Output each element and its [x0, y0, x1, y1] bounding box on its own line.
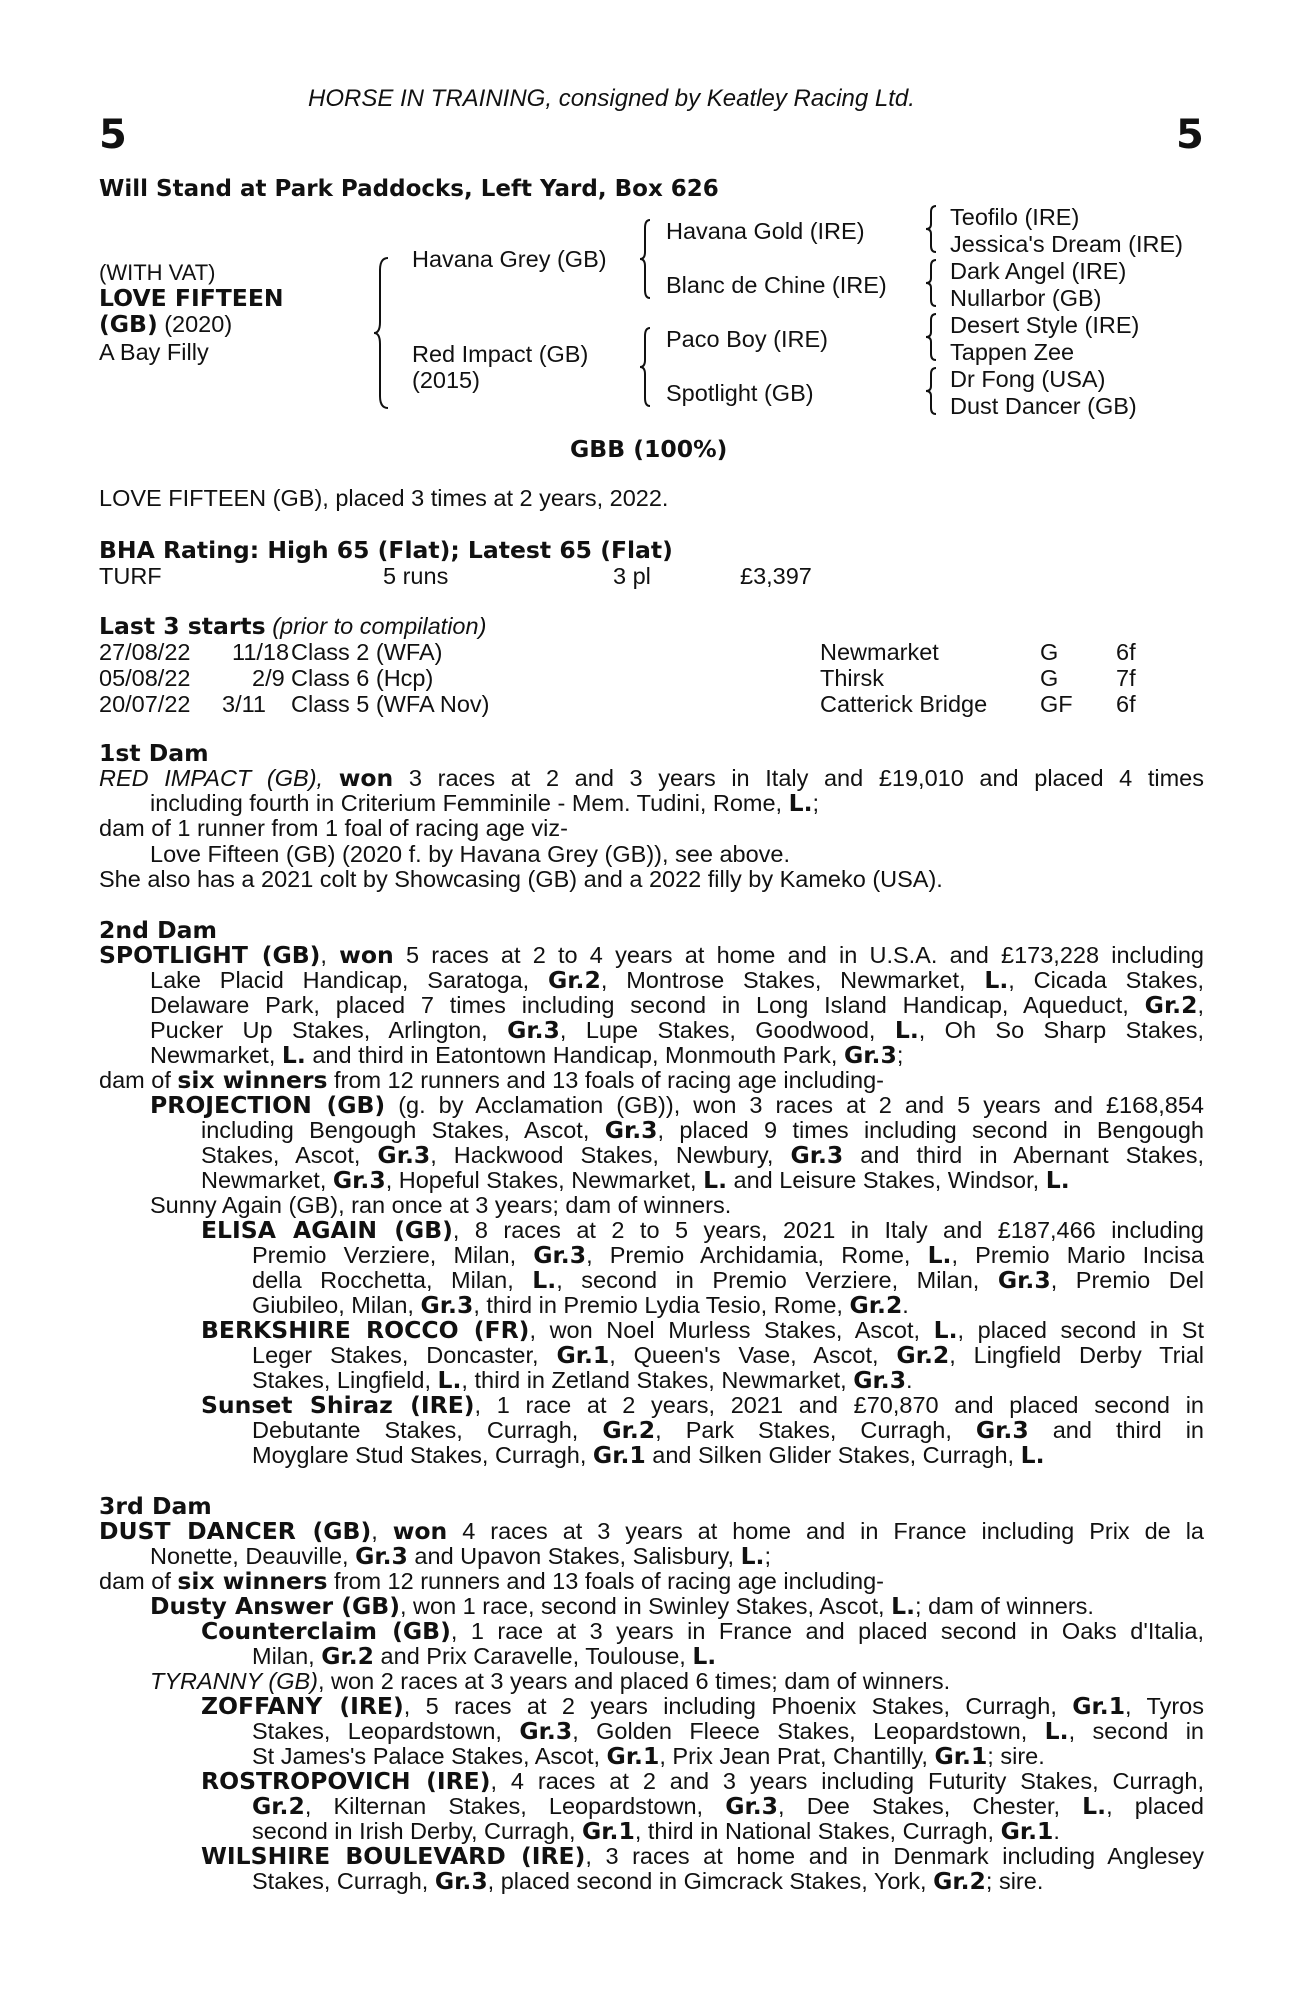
second-dam-line: Newmarket, L. and third in Eatontown Handicap, Monmouth Park, Gr.3;	[150, 1041, 904, 1069]
second-dam-line: Moyglare Stud Stakes, Curragh, Gr.1 and Silken Glider Stakes, Curragh, L.	[252, 1441, 1045, 1469]
second-dam-line: Stakes, Lingfield, L., third in Zetland Stakes, Newmarket, Gr.3.	[252, 1366, 913, 1394]
second-dam-line: Sunny Again (GB), ran once at 3 years; dam of winners.	[150, 1192, 732, 1218]
g3-ancestor-8: Dust Dancer (GB)	[950, 393, 1137, 419]
pedigree-brace-g3-4	[924, 366, 940, 416]
horse-description: A Bay Filly	[99, 339, 209, 365]
lot-number-left: 5	[99, 112, 127, 158]
first-dam-heading: 1st Dam	[99, 739, 209, 767]
start-going: G	[1040, 665, 1059, 691]
start-date: 05/08/22	[99, 665, 191, 691]
third-dam-line: Gr.2, Kilternan Stakes, Leopardstown, Gr.3, Dee Stakes, Chester, L., placed	[252, 1792, 1204, 1820]
sire-name: Havana Grey (GB)	[412, 246, 607, 272]
second-dam-heading: 2nd Dam	[99, 916, 217, 944]
start-course: Newmarket	[820, 639, 939, 665]
third-dam-line: DUST DANCER (GB), won 4 races at 3 years at home and in France including Prix de la	[99, 1517, 1204, 1545]
second-dam-line: Debutante Stakes, Curragh, Gr.2, Park Stakes, Curragh, Gr.3 and third in	[252, 1416, 1204, 1444]
third-dam-heading: 3rd Dam	[99, 1492, 212, 1520]
pedigree-brace-g3-1	[924, 204, 940, 254]
sire-dam-name: Blanc de Chine (IRE)	[666, 272, 887, 298]
start-position: 3/11	[222, 691, 266, 717]
g3-ancestor-6: Tappen Zee	[950, 339, 1075, 365]
first-dam-line: including fourth in Criterium Femminile - Mem. Tudini, Rome, L.;	[150, 789, 820, 817]
first-dam-line: RED IMPACT (GB), won 3 races at 2 and 3 years in Italy and £19,010 and placed 4 times	[99, 764, 1204, 792]
g3-ancestor-7: Dr Fong (USA)	[950, 366, 1106, 392]
third-dam-line: Milan, Gr.2 and Prix Caravelle, Toulouse, L.	[252, 1642, 717, 1670]
third-dam-line: Counterclaim (GB), 1 race at 3 years in France and placed second in Oaks d'Italia,	[201, 1617, 1204, 1645]
second-dam-line: PROJECTION (GB) (g. by Acclamation (GB)), won 3 races at 2 and 5 years and £168,854	[150, 1091, 1204, 1119]
first-dam-line: Love Fifteen (GB) (2020 f. by Havana Grey (GB)), see above.	[150, 841, 791, 867]
g3-ancestor-3: Dark Angel (IRE)	[950, 258, 1127, 284]
start-distance: 6f	[1116, 691, 1136, 717]
second-dam-line: Stakes, Ascot, Gr.3, Hackwood Stakes, Newbury, Gr.3 and third in Abernant Stakes,	[201, 1141, 1205, 1169]
third-dam-line: Stakes, Leopardstown, Gr.3, Golden Fleece Stakes, Leopardstown, L., second in	[252, 1717, 1204, 1745]
second-dam-line: BERKSHIRE ROCCO (FR), won Noel Murless Stakes, Ascot, L., placed second in St	[201, 1316, 1204, 1344]
dam-name: Red Impact (GB)	[412, 341, 589, 367]
rating-earnings: £3,397	[740, 563, 812, 589]
third-dam-line: second in Irish Derby, Curragh, Gr.1, third in National Stakes, Curragh, Gr.1.	[252, 1817, 1060, 1845]
pedigree-brace-dam	[638, 326, 654, 408]
second-dam-line: ELISA AGAIN (GB), 8 races at 2 to 5 years, 2021 in Italy and £187,466 including	[201, 1216, 1204, 1244]
start-distance: 6f	[1116, 639, 1136, 665]
third-dam-line: Stakes, Curragh, Gr.3, placed second in Gimcrack Stakes, York, Gr.2; sire.	[252, 1867, 1044, 1895]
sire-sire-name: Havana Gold (IRE)	[666, 218, 865, 244]
second-dam-line: Delaware Park, placed 7 times including second in Long Island Handicap, Aqueduct, Gr.2,	[150, 991, 1204, 1019]
start-course: Thirsk	[820, 665, 884, 691]
second-dam-line: including Bengough Stakes, Ascot, Gr.3, placed 9 times including second in Bengough	[201, 1116, 1204, 1144]
second-dam-line: Newmarket, Gr.3, Hopeful Stakes, Newmarket, L. and Leisure Stakes, Windsor, L.	[201, 1166, 1070, 1194]
lot-number-right: 5	[1176, 112, 1204, 158]
first-dam-line: She also has a 2021 colt by Showcasing (GB) and a 2022 filly by Kameko (USA).	[99, 866, 943, 892]
gbb-percentage: GBB (100%)	[570, 435, 728, 463]
third-dam-line: ROSTROPOVICH (IRE), 4 races at 2 and 3 years including Futurity Stakes, Curragh,	[201, 1767, 1204, 1795]
second-dam-line: dam of six winners from 12 runners and 13 foals of racing age including-	[99, 1066, 884, 1094]
second-dam-line: Lake Placid Handicap, Saratoga, Gr.2, Montrose Stakes, Newmarket, L., Cicada Stakes,	[150, 966, 1204, 994]
third-dam-line: Nonette, Deauville, Gr.3 and Upavon Stakes, Salisbury, L.;	[150, 1542, 772, 1570]
second-dam-line: Pucker Up Stakes, Arlington, Gr.3, Lupe Stakes, Goodwood, L., Oh So Sharp Stakes,	[150, 1016, 1205, 1044]
second-dam-line: Premio Verziere, Milan, Gr.3, Premio Archidamia, Rome, L., Premio Mario Incisa	[252, 1241, 1205, 1269]
bha-rating: BHA Rating: High 65 (Flat); Latest 65 (Flat)	[99, 536, 673, 564]
dam-year: (2015)	[412, 367, 480, 393]
second-dam-line: Leger Stakes, Doncaster, Gr.1, Queen's Vase, Ascot, Gr.2, Lingfield Derby Trial	[252, 1341, 1204, 1369]
third-dam-line: WILSHIRE BOULEVARD (IRE), 3 races at home and in Denmark including Anglesey	[201, 1842, 1204, 1870]
horse-origin-year	[99, 311, 232, 337]
horse-country: (GB)	[99, 310, 158, 338]
start-date: 20/07/22	[99, 691, 191, 717]
start-race: Class 5 (WFA Nov)	[291, 691, 490, 717]
third-dam-line: TYRANNY (GB), won 2 races at 3 years and placed 6 times; dam of winners.	[150, 1668, 951, 1694]
pedigree-brace-sire	[638, 218, 654, 300]
third-dam-line: ZOFFANY (IRE), 5 races at 2 years including Phoenix Stakes, Curragh, Gr.1, Tyros	[201, 1692, 1204, 1720]
dam-dam-name: Spotlight (GB)	[666, 380, 814, 406]
g3-ancestor-1: Teofilo (IRE)	[950, 204, 1080, 230]
start-race: Class 2 (WFA)	[291, 639, 443, 665]
g3-ancestor-2: Jessica's Dream (IRE)	[950, 231, 1183, 257]
start-position: 2/9	[252, 665, 285, 691]
g3-ancestor-4: Nullarbor (GB)	[950, 285, 1102, 311]
start-date: 27/08/22	[99, 639, 191, 665]
second-dam-line: SPOTLIGHT (GB), won 5 races at 2 to 4 years at home and in U.S.A. and £173,228 including	[99, 941, 1204, 969]
start-going: G	[1040, 639, 1059, 665]
start-distance: 7f	[1116, 665, 1136, 691]
last-starts-heading	[99, 613, 486, 639]
third-dam-line: Dusty Answer (GB), won 1 race, second in Swinley Stakes, Ascot, L.; dam of winners.	[150, 1592, 1094, 1620]
last-starts-title: Last 3 starts	[99, 612, 266, 640]
start-course: Catterick Bridge	[820, 691, 988, 717]
third-dam-line: dam of six winners from 12 runners and 13 foals of racing age including-	[99, 1567, 884, 1595]
horse-name: LOVE FIFTEEN	[99, 284, 284, 312]
dam-sire-name: Paco Boy (IRE)	[666, 326, 828, 352]
rating-placed: 3 pl	[613, 563, 651, 589]
last-starts-note: (prior to compilation)	[272, 613, 487, 639]
start-position: 11/18	[232, 639, 290, 665]
start-going: GF	[1040, 691, 1073, 717]
second-dam-line: Sunset Shiraz (IRE), 1 race at 2 years, 2021 and £70,870 and placed second in	[201, 1391, 1204, 1419]
stand-location: Will Stand at Park Paddocks, Left Yard, Box 626	[99, 176, 719, 202]
pedigree-brace-g3-3	[924, 312, 940, 362]
rating-runs: 5 runs	[383, 563, 449, 589]
start-race: Class 6 (Hcp)	[291, 665, 434, 691]
pedigree-brace-gen1	[372, 256, 392, 410]
rating-surface: TURF	[99, 563, 162, 589]
consignment-title: HORSE IN TRAINING, consigned by Keatley Racing Ltd.	[308, 85, 915, 112]
first-dam-line: dam of 1 runner from 1 foal of racing age viz-	[99, 815, 568, 841]
vat-note: (WITH VAT)	[99, 260, 216, 285]
horse-year: (2020)	[157, 311, 233, 337]
second-dam-line: della Rocchetta, Milan, L., second in Premio Verziere, Milan, Gr.3, Premio Del	[252, 1266, 1205, 1294]
pedigree-brace-g3-2	[924, 258, 940, 308]
second-dam-line: Giubileo, Milan, Gr.3, third in Premio Lydia Tesio, Rome, Gr.2.	[252, 1291, 909, 1319]
third-dam-line: St James's Palace Stakes, Ascot, Gr.1, Prix Jean Prat, Chantilly, Gr.1; sire.	[252, 1742, 1045, 1770]
summary-line: LOVE FIFTEEN (GB), placed 3 times at 2 years, 2022.	[99, 485, 669, 511]
g3-ancestor-5: Desert Style (IRE)	[950, 312, 1140, 338]
